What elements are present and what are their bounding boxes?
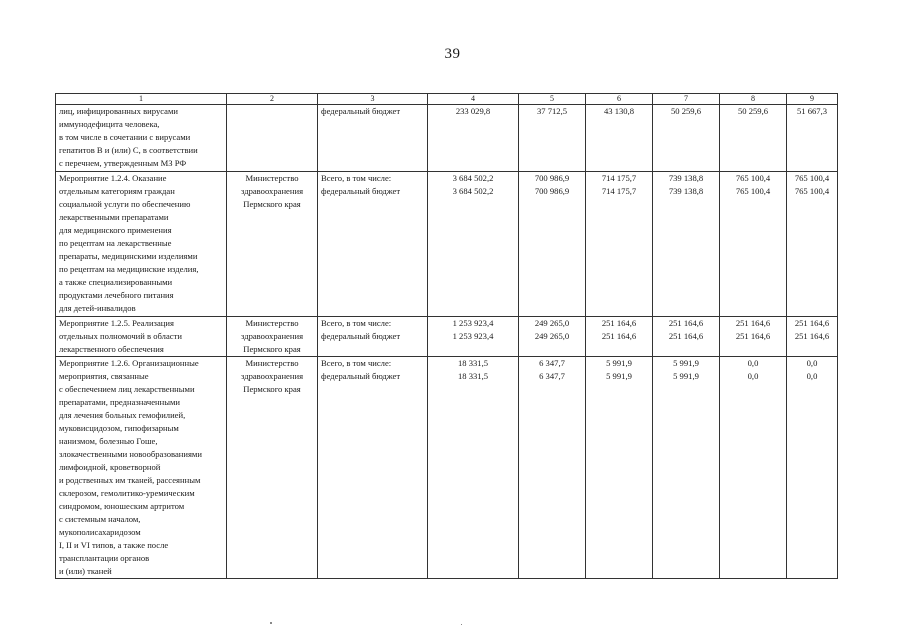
value-cell: 5 991,9 5 991,9 (653, 357, 720, 579)
column-header: 6 (586, 94, 653, 105)
table-row (56, 357, 838, 579)
value-cell: 1 253 923,4 1 253 923,4 (428, 317, 519, 357)
budget-table (55, 93, 838, 579)
funding-source: Всего, в том числе: федеральный бюджет (318, 317, 428, 357)
column-header: 2 (227, 94, 318, 105)
executor-cell: Министерство здравоохранения Пермского края (227, 317, 318, 357)
value-cell: 3 684 502,2 3 684 502,2 (428, 172, 519, 317)
funding-source: Всего, в том числе: федеральный бюджет (318, 357, 428, 579)
value-cell: 50 259,6 (720, 105, 787, 172)
column-header: 1 (56, 94, 227, 105)
column-header: 4 (428, 94, 519, 105)
table-row (56, 105, 838, 172)
measure-description: Мероприятие 1.2.6. Организационные мероприятия, связанные с обеспечением лиц лекарственными препаратами, предназначенными для лечения больных гемофилией, муковисцидозом, гипофизарным нанизмом, болезнью Гоше, злокачественными новообразованиями лимфоидной, кроветворной и родственных им тканей, рассеянным склерозом, гемолитико-уремическим синдромом, юношеским артритом с системным началом, мукополисахаридозом I, II и VI типов, а также после трансплантации органов и (или) тканей (56, 357, 227, 579)
value-cell: 0,0 0,0 (787, 357, 838, 579)
executor-cell (227, 105, 318, 172)
measure-description: Мероприятие 1.2.4. Оказание отдельным категориям граждан социальной услуги по обеспечению лекарственными препаратами для медицинского применения по рецептам на лекарственные препараты, медицинскими изделиями по рецептам на медицинские изделия, а также специализированными продуктами лечебного питания для детей-инвалидов (56, 172, 227, 317)
value-cell: 739 138,8 739 138,8 (653, 172, 720, 317)
value-cell: 251 164,6 251 164,6 (653, 317, 720, 357)
value-cell: 5 991,9 5 991,9 (586, 357, 653, 579)
value-cell: 251 164,6 251 164,6 (586, 317, 653, 357)
column-header: 8 (720, 94, 787, 105)
value-cell: 714 175,7 714 175,7 (586, 172, 653, 317)
table-row (56, 172, 838, 317)
value-cell: 37 712,5 (519, 105, 586, 172)
value-cell: 18 331,5 18 331,5 (428, 357, 519, 579)
value-cell: 765 100,4 765 100,4 (787, 172, 838, 317)
scan-mark (270, 622, 272, 624)
value-cell: 765 100,4 765 100,4 (720, 172, 787, 317)
funding-source: федеральный бюджет (318, 105, 428, 172)
executor-cell: Министерство здравоохранения Пермского края (227, 357, 318, 579)
column-header: 7 (653, 94, 720, 105)
value-cell: 0,0 0,0 (720, 357, 787, 579)
value-cell: 251 164,6 251 164,6 (720, 317, 787, 357)
funding-source: Всего, в том числе: федеральный бюджет (318, 172, 428, 317)
value-cell: 50 259,6 (653, 105, 720, 172)
value-cell: 51 667,3 (787, 105, 838, 172)
value-cell: 43 130,8 (586, 105, 653, 172)
table-row (56, 317, 838, 357)
column-header: 3 (318, 94, 428, 105)
scan-mark (461, 624, 462, 625)
measure-description: лиц, инфицированных вирусами иммунодефицита человека, в том числе в сочетании с вирусами гепатитов В и (или) С, в соответствии с перечнем, утвержденным МЗ РФ (56, 105, 227, 172)
value-cell: 6 347,7 6 347,7 (519, 357, 586, 579)
executor-cell: Министерство здравоохранения Пермского края (227, 172, 318, 317)
page-number: 39 (444, 46, 461, 62)
column-header: 9 (787, 94, 838, 105)
value-cell: 233 029,8 (428, 105, 519, 172)
value-cell: 249 265,0 249 265,0 (519, 317, 586, 357)
header-row (56, 94, 838, 105)
column-header: 5 (519, 94, 586, 105)
value-cell: 251 164,6 251 164,6 (787, 317, 838, 357)
measure-description: Мероприятие 1.2.5. Реализация отдельных полномочий в области лекарственного обеспечения (56, 317, 227, 357)
value-cell: 700 986,9 700 986,9 (519, 172, 586, 317)
